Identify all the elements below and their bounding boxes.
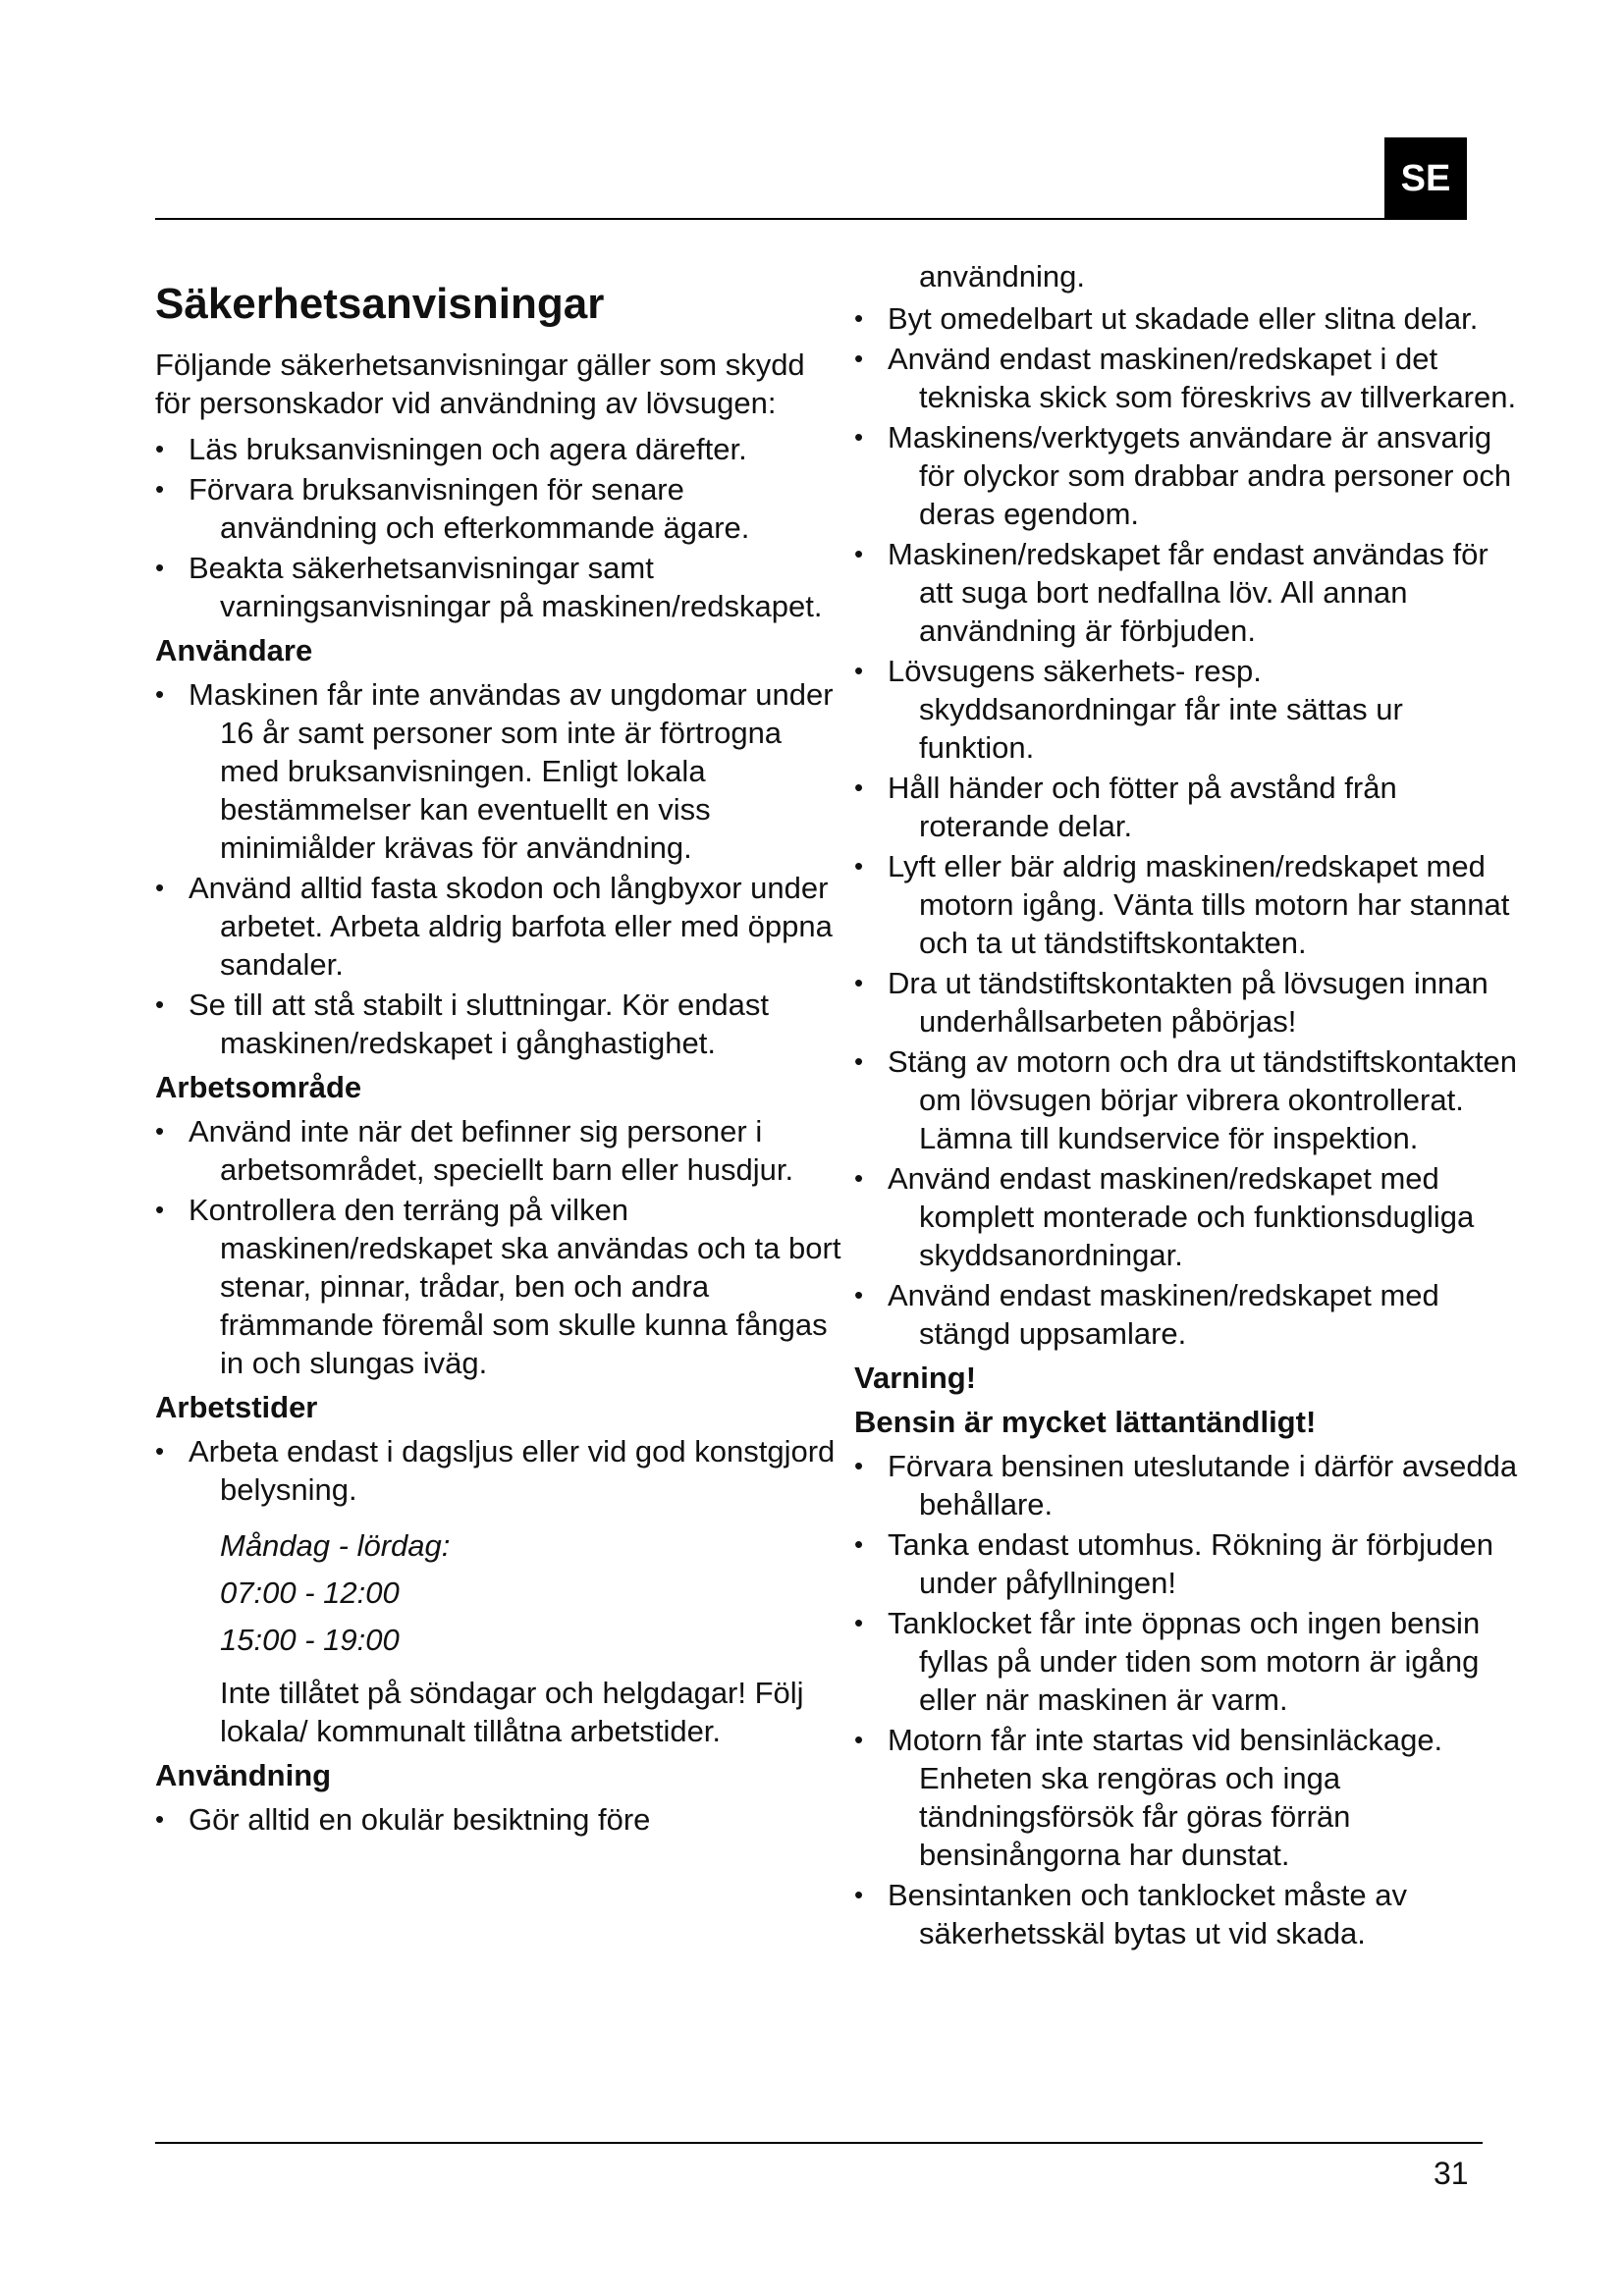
list-item: • Förvara bruksanvisningen för senare användning och efterkommande ägare.	[155, 470, 842, 547]
list-item: • Byt omedelbart ut skadade eller slitna delar.	[854, 299, 1522, 338]
list-item: • Arbeta endast i dagsljus eller vid god konstgjord belysning.	[155, 1432, 842, 1509]
list-item: • Tanklocket får inte öppnas och ingen bensin fyllas på under tiden som motorn är igång eller när maskinen är varm.	[854, 1604, 1522, 1719]
general-list	[155, 430, 842, 625]
anvandare-list	[155, 675, 842, 1062]
list-item: • Bensintanken och tanklocket måste av säkerhetsskäl bytas ut vid skada.	[854, 1876, 1522, 1952]
list-item: • Lövsugens säkerhets- resp. skyddsanordningar får inte sättas ur funktion.	[854, 652, 1522, 767]
list-item: • Använd alltid fasta skodon och långbyxor under arbetet. Arbeta aldrig barfota eller med öppna sandaler.	[155, 869, 842, 984]
list-item: • Använd endast maskinen/redskapet i det tekniska skick som föreskrivs av tillverkaren.	[854, 340, 1522, 416]
schedule-note: Inte tillåtet på söndagar och helgdagar! Följ lokala/ kommunalt tillåtna arbetstider.	[220, 1676, 804, 1748]
footer-rule	[155, 2142, 1483, 2144]
list-item: • Använd inte när det befinner sig personer i arbetsområdet, speciellt barn eller husdjur.	[155, 1112, 842, 1189]
warning-list	[854, 1447, 1522, 1952]
list-item: • Maskinen får inte användas av ungdomar under 16 år samt personer som inte är förtrogna med bruksanvisningen. Enligt lokala bestämmelser kan eventuellt en viss minimiålder krävas för användning.	[155, 675, 842, 867]
warning-heading: Varning!	[854, 1361, 977, 1395]
list-item: • Förvara bensinen uteslutande i därför avsedda behållare.	[854, 1447, 1522, 1523]
list-item: • Håll händer och fötter på avstånd från roterande delar.	[854, 769, 1522, 845]
warning-subheading: Bensin är mycket lättantändligt!	[854, 1405, 1317, 1439]
intro-text: Följande säkerhetsanvisningar gäller som skydd för personskador vid användning av lövsugen:	[155, 347, 805, 420]
schedule-afternoon: 15:00 - 19:00	[220, 1623, 400, 1657]
page-title: Säkerhetsanvisningar	[155, 280, 605, 328]
section-heading-anvandare: Användare	[155, 633, 313, 667]
header-rule	[155, 218, 1384, 220]
work-schedule	[155, 1522, 842, 1664]
list-item: • Maskinens/verktygets användare är ansvarig för olyckor som drabbar andra personer och deras egendom.	[854, 418, 1522, 533]
list-item: • Kontrollera den terräng på vilken maskinen/redskapet ska användas och ta bort stenar, pinnar, trådar, ben och andra främmande föremål som skulle kunna fångas in och slungas iväg.	[155, 1191, 842, 1382]
schedule-morning: 07:00 - 12:00	[220, 1575, 400, 1610]
list-item: • Motorn får inte startas vid bensinläckage. Enheten ska rengöras och inga tändningsförsök får göras förrän bensinångorna har dunstat.	[854, 1721, 1522, 1874]
list-item: • Beakta säkerhetsanvisningar samt varningsanvisningar på maskinen/redskapet.	[155, 549, 842, 625]
arbetstider-list	[155, 1432, 842, 1509]
arbetsomrade-list	[155, 1112, 842, 1382]
list-item-continuation: användning.	[919, 259, 1085, 294]
anvandning-list	[854, 299, 1522, 1353]
left-column	[155, 257, 842, 1844]
list-item: • Dra ut tändstiftskontakten på lövsugen innan underhållsarbeten påbörjas!	[854, 964, 1522, 1041]
list-item: • Använd endast maskinen/redskapet med stängd uppsamlare.	[854, 1276, 1522, 1353]
language-badge: SE	[1384, 137, 1467, 220]
schedule-days: Måndag - lördag:	[220, 1528, 451, 1563]
page-number: 31	[1434, 2156, 1469, 2191]
list-item: • Använd endast maskinen/redskapet med komplett monterade och funktionsdugliga skyddsanordningar.	[854, 1159, 1522, 1274]
anvandning-list-start	[155, 1800, 842, 1839]
list-item: • Lyft eller bär aldrig maskinen/redskapet med motorn igång. Vänta tills motorn har stannat och ta ut tändstiftskontakten.	[854, 847, 1522, 962]
right-column	[854, 257, 1522, 1958]
section-heading-arbetsomrade: Arbetsområde	[155, 1070, 362, 1104]
list-item: • Maskinen/redskapet får endast användas för att suga bort nedfallna löv. All annan användning är förbjuden.	[854, 535, 1522, 650]
list-item: • Läs bruksanvisningen och agera därefter.	[155, 430, 842, 468]
section-heading-arbetstider: Arbetstider	[155, 1390, 318, 1424]
list-item: • Tanka endast utomhus. Rökning är förbjuden under påfyllningen!	[854, 1525, 1522, 1602]
list-item: • Se till att stå stabilt i sluttningar. Kör endast maskinen/redskapet i gånghastighet.	[155, 986, 842, 1062]
list-item: • Stäng av motorn och dra ut tändstiftskontakten om lövsugen börjar vibrera okontrollerat. Lämna till kundservice för inspektion.	[854, 1042, 1522, 1157]
list-item: • Gör alltid en okulär besiktning före	[155, 1800, 842, 1839]
section-heading-anvandning: Användning	[155, 1758, 332, 1792]
